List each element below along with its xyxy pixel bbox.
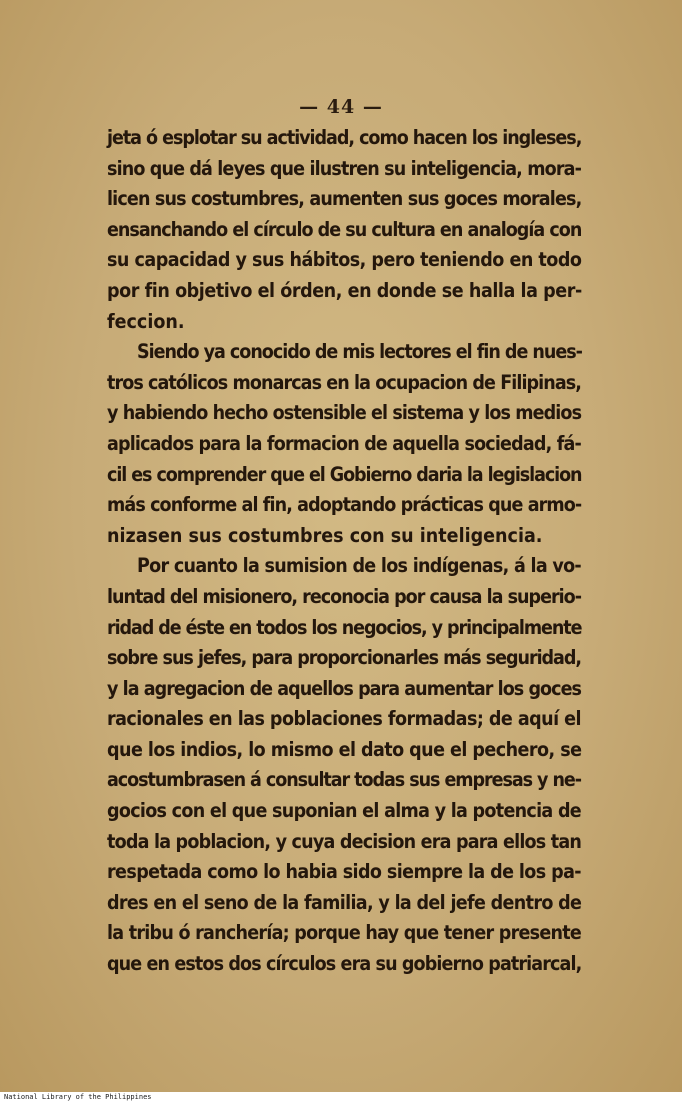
text-line: acostumbrasen á consultar todas sus empresas y ne- [107, 768, 581, 792]
text-line: luntad del misionero, reconocia por causa la superio- [107, 584, 581, 608]
text-line: sobre sus jefes, para proporcionarles más seguridad, [107, 646, 581, 670]
text-line: racionales en las poblaciones formadas; de aquí el [107, 707, 581, 731]
text-line: que los indios, lo mismo el dato que el pechero, se [107, 737, 582, 761]
text-line: ensanchando el círculo de su cultura en analogía con [107, 217, 582, 241]
body-text [107, 123, 581, 980]
text-line: más conforme al fin, adoptando prácticas que armo- [107, 493, 582, 517]
text-line: que en estos dos círculos era su gobierno patriarcal, [107, 952, 582, 976]
text-line: toda la poblacion, y cuya decision era para ellos tan [107, 829, 582, 853]
paragraph-start-line: Por cuanto la sumision de los indígenas, á la vo- [137, 554, 581, 578]
text-line: la tribu ó ranchería; porque hay que tener presente [107, 921, 582, 945]
text-line: sino que dá leyes que ilustren su inteligencia, mora- [107, 156, 581, 180]
text-line: respetada como lo habia sido siempre la de los pa- [107, 860, 581, 884]
text-line: ridad de éste en todos los negocios, y principalmente [107, 615, 582, 639]
text-line: su capacidad y sus hábitos, pero teniendo en todo [107, 248, 582, 272]
library-credit: National Library of the Philippines [4, 1093, 152, 1101]
paragraph-start-line: Siendo ya conocido de mis lectores el fin de nues- [137, 340, 582, 364]
text-line: gocios con el que suponian el alma y la potencia de [107, 799, 581, 823]
text-line: tros católicos monarcas en la ocupacion de Filipinas, [107, 370, 581, 394]
page-number: — 44 — [299, 96, 383, 118]
text-line: jeta ó esplotar su actividad, como hacen los ingleses, [107, 126, 582, 149]
text-line: nizasen sus costumbres con su inteligencia. [107, 523, 543, 547]
text-line: y habiendo hecho ostensible el sistema y los medios [107, 401, 582, 425]
text-line: feccion. [107, 309, 185, 333]
text-line: licen sus costumbres, aumenten sus goces morales, [107, 187, 582, 211]
text-line: dres en el seno de la familia, y la del jefe dentro de [107, 890, 582, 914]
text-line: y la agregacion de aquellos para aumentar los goces [107, 676, 581, 700]
text-line: cil es comprender que el Gobierno daria la legislacion [107, 462, 582, 486]
text-line: aplicados para la formacion de aquella sociedad, fá- [107, 431, 581, 455]
text-line: por fin objetivo el órden, en donde se halla la per- [107, 278, 582, 302]
